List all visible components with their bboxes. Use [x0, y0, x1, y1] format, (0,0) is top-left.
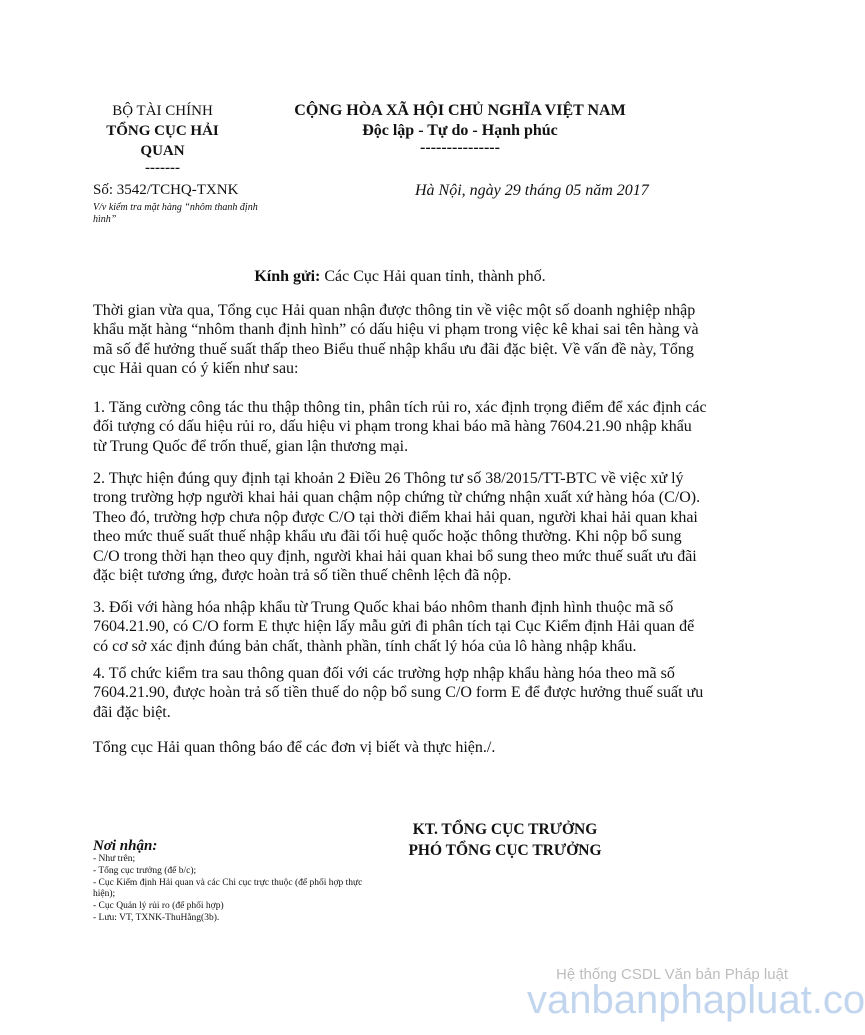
- left-separator: -------: [145, 160, 180, 176]
- intro-paragraph: Thời gian vừa qua, Tổng cục Hải quan nhận được thông tin về việc một số doanh nghiệp nhập khẩu mặt hàng “nhôm thanh định hình” có dấu hiệu vi phạm trong việc kê khai sai tên hàng và mã số để hưởng thuế suất thấp theo Biểu thuế nhập khẩu ưu đãi đặc biệt. Về vấn đề này, Tổng cục Hải quan có ý kiến như sau:: [93, 302, 699, 378]
- recipient-item: - Cục Kiểm định Hải quan và các Chi cục trực thuộc (để phối hợp thực hiện);: [93, 877, 363, 900]
- recipients-list: [93, 854, 363, 925]
- signature-title-1: KT. TỔNG CỤC TRƯỞNG: [412, 821, 598, 838]
- item-4-paragraph: 4. Tổ chức kiểm tra sau thông quan đối với các trường hợp nhập khẩu hàng hóa theo mã số 7604.21.90, được hoàn trả số tiền thuế do nộp bổ sung C/O form E để được hưởng thuế suất ưu đãi đặc biệt.: [93, 665, 704, 721]
- item-2-paragraph: 2. Thực hiện đúng quy định tại khoản 2 Điều 26 Thông tư số 38/2015/TT-BTC về việc xử lý trong trường hợp người khai hải quan chậm nộp chứng từ chứng nhận xuất xứ hàng hóa (C/O). Theo đó, trường hợp chưa nộp được C/O tại thời điểm khai hải quan, người khai hải quan khai theo mức thuế suất thuế nhập khẩu ưu đãi tối huệ quốc hoặc thông thường. Khi nộp bổ sung C/O trong thời hạn theo quy định, người khai hải quan khai bổ sung theo mức thuế suất ưu đãi đặc biệt tương ứng, được hoàn trả số tiền thuế chênh lệch đã nộp.: [93, 470, 701, 585]
- motto: Độc lập - Tự do - Hạnh phúc: [362, 122, 558, 139]
- item-1-paragraph: 1. Tăng cường công tác thu thập thông tin, phân tích rủi ro, xác định trọng điểm để xác định các đối tượng có dấu hiệu rủi ro, dấu hiệu vi phạm trong khai báo mã hàng 7604.21.90 nhập khẩu từ Trung Quốc để trốn thuế, gian lận thương mại.: [93, 399, 707, 455]
- document-number: Số: 3542/TCHQ-TXNK: [93, 182, 239, 198]
- watermark-caption: Hệ thống CSDL Văn bản Pháp luật: [556, 966, 789, 983]
- document-subject: V/v kiểm tra mặt hàng “nhôm thanh định hình”: [93, 202, 258, 225]
- agency-name-line2: QUAN: [140, 143, 185, 159]
- signature-block: [380, 819, 630, 861]
- addressee: [90, 268, 710, 286]
- agency-name-line1: TỔNG CỤC HẢI: [106, 123, 219, 139]
- issuer-block: [90, 101, 235, 175]
- signature-title-2: PHÓ TỔNG CỤC TRƯỞNG: [408, 842, 602, 859]
- watermark-site: vanbanphapluat.co: [527, 978, 865, 1022]
- recipient-item: - Như trên;: [93, 854, 136, 864]
- recipients-title: Nơi nhận:: [93, 838, 158, 854]
- ministry-name: BỘ TÀI CHÍNH: [112, 103, 213, 119]
- recipient-item: - Cục Quản lý rủi ro (để phối hợp): [93, 901, 224, 912]
- place-date: Hà Nội, ngày 29 tháng 05 năm 2017: [415, 182, 649, 199]
- national-header: [280, 101, 640, 155]
- republic-title: CỘNG HÒA XÃ HỘI CHỦ NGHĨA VIỆT NAM: [294, 102, 626, 119]
- item-3-paragraph: 3. Đối với hàng hóa nhập khẩu từ Trung Quốc khai báo nhôm thanh định hình thuộc mã số 7604.21.90, có C/O form E thực hiện lấy mẫu gửi đi phân tích tại Cục Kiểm định Hải quan để có cơ sở xác định đúng bản chất, thành phần, tính chất lý hóa của lô hàng nhập khẩu.: [93, 599, 695, 655]
- recipient-item: - Tổng cục trưởng (để b/c);: [93, 865, 197, 876]
- recipient-item: - Lưu: VT, TXNK-ThuHằng(3b).: [93, 912, 220, 923]
- closing-paragraph: Tổng cục Hải quan thông báo để các đơn vị biết và thực hiện./.: [93, 739, 496, 756]
- addressee-text: Các Cục Hải quan tỉnh, thành phố.: [320, 268, 546, 285]
- right-separator: ---------------: [420, 139, 500, 156]
- addressee-label: Kính gửi:: [254, 268, 321, 285]
